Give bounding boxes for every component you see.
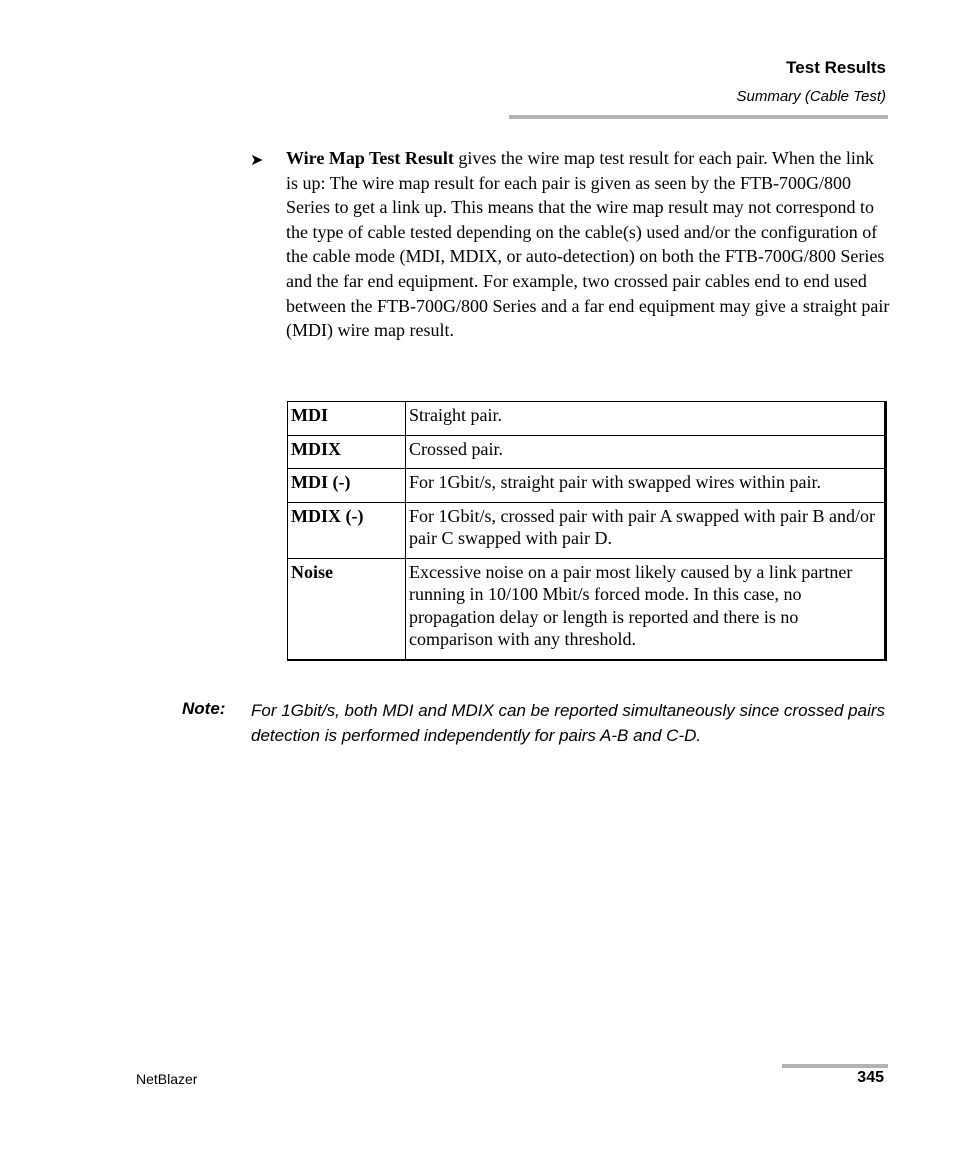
note-text: For 1Gbit/s, both MDI and MDIX can be reported simultaneously since crossed pairs detection is performed independently for pairs A-B and C-D. — [251, 701, 886, 745]
table-key-cell: Noise — [288, 558, 406, 660]
note-label: Note: — [182, 699, 226, 718]
table-row — [288, 558, 886, 660]
arrowhead-bullet-icon: ➤ — [250, 150, 264, 169]
footer-product-name: NetBlazer — [136, 1071, 198, 1087]
wire-map-table — [287, 401, 887, 661]
table-row — [288, 469, 886, 503]
bullet-term: Wire Map Test Result — [286, 148, 454, 168]
table-key-cell: MDI (-) — [288, 469, 406, 503]
table-row — [288, 402, 886, 436]
table-key-cell: MDIX (-) — [288, 502, 406, 558]
page-header-subtitle: Summary (Cable Test) — [736, 88, 886, 105]
table-row — [288, 502, 886, 558]
table-value-cell: Excessive noise on a pair most likely caused by a link partner running in 10/100 Mbit/s forced mode. In this case, no propagation delay or length is reported and there is no comparison with any threshold. — [406, 558, 886, 660]
bullet-paragraph — [286, 146, 890, 343]
header-rule — [509, 115, 888, 119]
footer-rule — [782, 1064, 888, 1068]
table-value-cell: Crossed pair. — [406, 435, 886, 469]
page-header-title: Test Results — [786, 58, 886, 77]
table-value-cell: Straight pair. — [406, 402, 886, 436]
table-key-cell: MDIX — [288, 435, 406, 469]
page-number: 345 — [857, 1069, 884, 1086]
table-value-cell: For 1Gbit/s, straight pair with swapped wires within pair. — [406, 469, 886, 503]
table-row — [288, 435, 886, 469]
bullet-text: gives the wire map test result for each pair. When the link is up: The wire map result for each pair is given as seen by the FTB-700G/800 Series to get a link up. This means that the wire map result may not correspond to the type of cable tested depending on the cable(s) used and/or the configuration of the cable mode (MDI, MDIX, or auto-detection) on both the FTB-700G/800 Series and the far end equipment. For example, two crossed pair cables end to end used between the FTB-700G/800 Series and a far end equipment may give a straight pair (MDI) wire map result. — [286, 148, 890, 341]
table-key-cell: MDI — [288, 402, 406, 436]
table-value-cell: For 1Gbit/s, crossed pair with pair A swapped with pair B and/or pair C swapped with pair D. — [406, 502, 886, 558]
